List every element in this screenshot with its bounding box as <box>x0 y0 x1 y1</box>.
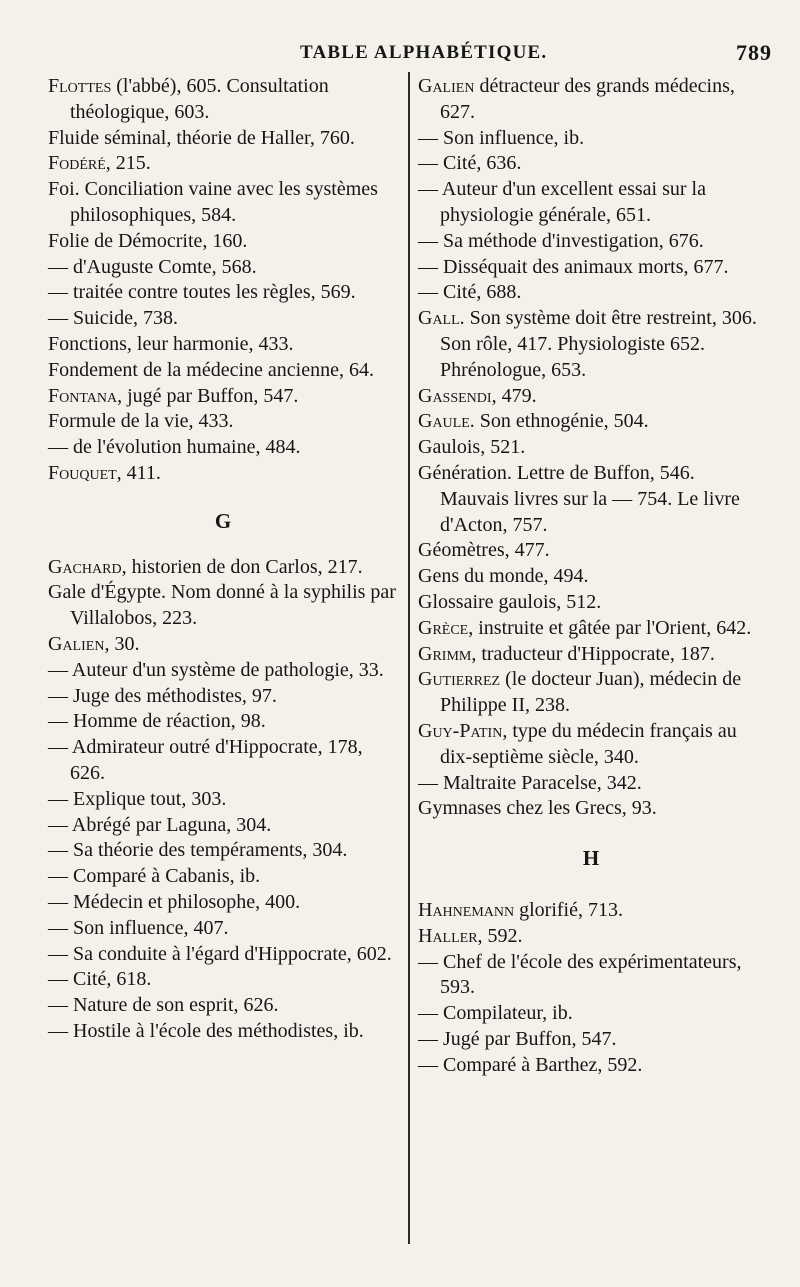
entry-text: — traitée contre toutes les règles, 569. <box>48 281 356 304</box>
entry-text: — Son influence, 407. <box>48 916 229 939</box>
entry-text: , 592. <box>477 924 523 947</box>
right-entries-h <box>418 898 764 1079</box>
entry-text: — Compilateur, ib. <box>418 1002 573 1025</box>
entry-headword: Flottes <box>48 75 112 97</box>
entry-text: — Comparé à Barthez, 592. <box>418 1053 643 1076</box>
entry-text: — Cité, 688. <box>418 281 522 304</box>
index-entry <box>418 642 764 668</box>
left-entries-g <box>48 555 398 1045</box>
entry-headword: Haller <box>418 924 478 947</box>
index-entry <box>48 306 398 332</box>
index-entry <box>418 924 764 950</box>
entry-text: , traducteur d'Hippocrate, 187. <box>471 642 715 665</box>
entry-text: — Son influence, ib. <box>418 126 585 149</box>
column-divider <box>408 72 410 1244</box>
index-entry <box>418 1001 764 1027</box>
entry-text: Glossaire gaulois, 512. <box>418 590 602 613</box>
index-entry <box>48 890 398 916</box>
index-entry <box>418 771 764 797</box>
left-entries-f <box>48 74 398 487</box>
page-title: TABLE ALPHABÉTIQUE. <box>300 42 548 63</box>
entry-text: — Suicide, 738. <box>48 307 178 330</box>
entry-text: Fluide séminal, théorie de Haller, 760. <box>48 126 355 149</box>
entry-text: Fondement de la médecine ancienne, 64. <box>48 358 374 381</box>
index-entry <box>418 461 764 538</box>
entry-text: — Explique tout, 303. <box>48 787 227 810</box>
index-entry <box>418 384 764 410</box>
index-entry <box>418 719 764 771</box>
section-letter-g: G <box>214 508 232 533</box>
index-entry <box>418 667 764 719</box>
index-entry <box>48 126 398 152</box>
index-entry <box>418 74 764 126</box>
entry-text: Gaulois, 521. <box>418 436 526 459</box>
index-entry <box>418 409 764 435</box>
entry-text: — Comparé à Cabanis, ib. <box>48 865 261 888</box>
index-entry <box>48 332 398 358</box>
index-entry <box>48 74 398 126</box>
entry-text: , 479. <box>491 384 537 407</box>
entry-headword: Guy-Patin <box>418 719 503 742</box>
index-entry <box>418 126 764 152</box>
right-column <box>418 74 764 1078</box>
index-entry <box>48 942 398 968</box>
entry-headword: Hahnemann <box>418 898 515 921</box>
index-entry <box>48 358 398 384</box>
index-entry <box>418 898 764 924</box>
entry-text: — Sa théorie des tempéraments, 304. <box>48 839 348 862</box>
index-entry <box>418 950 764 1002</box>
entry-text: (l'abbé), 605. Consultation théologique, 603. <box>70 75 329 123</box>
entry-text: — Disséquait des animaux morts, 677. <box>418 255 729 278</box>
entry-headword: Grèce <box>418 616 469 639</box>
index-entry <box>48 461 398 487</box>
index-entry <box>48 229 398 255</box>
index-entry <box>48 1019 398 1045</box>
entry-text: — Maltraite Paracelse, 342. <box>418 771 642 794</box>
entry-headword: Fontana <box>48 384 118 407</box>
index-entry <box>48 838 398 864</box>
index-entry <box>418 538 764 564</box>
entry-text: — Auteur d'un excellent essai sur la physiologie générale, 651. <box>418 178 706 226</box>
entry-text: glorifié, 713. <box>514 898 623 921</box>
entry-text: — d'Auguste Comte, 568. <box>48 255 257 278</box>
entry-text: Gens du monde, 494. <box>418 565 589 588</box>
index-entry <box>418 1027 764 1053</box>
entry-text: . Son ethnogénie, 504. <box>469 410 649 433</box>
index-entry <box>48 555 398 581</box>
entry-text: Génération. Lettre de Buffon, 546. Mauvais livres sur la — 754. Le livre d'Acton, 757. <box>418 461 740 536</box>
index-entry <box>418 616 764 642</box>
entry-text: Géomètres, 477. <box>418 539 550 562</box>
index-entry <box>418 590 764 616</box>
entry-text: — de l'évolution humaine, 484. <box>48 436 301 459</box>
right-entries-g <box>418 74 764 822</box>
entry-text: , instruite et gâtée par l'Orient, 642. <box>468 616 752 639</box>
index-entry <box>48 864 398 890</box>
index-entry <box>48 684 398 710</box>
index-entry <box>418 796 764 822</box>
entry-text: — Auteur d'un système de pathologie, 33. <box>48 658 384 681</box>
page-number: 789 <box>736 40 772 65</box>
index-entry <box>48 658 398 684</box>
entry-text: (le docteur Juan), médecin de Philippe II, 238. <box>440 668 742 717</box>
index-entry <box>48 787 398 813</box>
entry-text: — Cité, 618. <box>48 968 152 991</box>
index-entry <box>48 709 398 735</box>
index-entry <box>418 1053 764 1079</box>
index-entry <box>48 580 398 632</box>
index-entry <box>418 435 764 461</box>
entry-text: , jugé par Buffon, 547. <box>117 384 299 407</box>
index-entry <box>418 151 764 177</box>
entry-headword: Gassendi <box>418 384 492 407</box>
entry-text: , 215. <box>105 152 151 175</box>
entry-text: détracteur des grands médecins, 627. <box>440 75 735 123</box>
entry-text: — Jugé par Buffon, 547. <box>418 1027 617 1050</box>
entry-text: , 30. <box>104 632 140 655</box>
index-entry <box>48 177 398 229</box>
running-header <box>50 40 778 70</box>
entry-text: — Sa méthode d'investigation, 676. <box>418 229 704 252</box>
index-entry <box>418 177 764 229</box>
entry-text: — Cité, 636. <box>418 152 522 175</box>
index-entry <box>48 435 398 461</box>
entry-text: — Juge des méthodistes, 97. <box>48 684 277 707</box>
entry-text: Formule de la vie, 433. <box>48 410 234 433</box>
index-entry <box>418 229 764 255</box>
entry-text: — Chef de l'école des expérimentateurs, 593. <box>418 950 742 999</box>
index-entry <box>48 813 398 839</box>
entry-headword: Grimm <box>418 642 472 665</box>
entry-headword: Gachard <box>48 555 122 578</box>
entry-headword: Fodéré <box>48 152 106 175</box>
left-column <box>48 74 398 1045</box>
section-letter-h: H <box>582 846 600 871</box>
entry-text: — Abrégé par Laguna, 304. <box>48 813 272 836</box>
entry-text: — Homme de réaction, 98. <box>48 710 266 733</box>
index-entry <box>418 280 764 306</box>
index-entry <box>48 151 398 177</box>
entry-text: . Son système doit être restreint, 306. Son rôle, 417. Physiologiste 652. Phrénologue, 653. <box>440 307 757 381</box>
entry-headword: Gutierrez <box>418 668 501 691</box>
entry-text: — Admirateur outré d'Hippocrate, 178, 626. <box>48 736 363 784</box>
entry-headword: Galien <box>418 75 475 97</box>
index-entry <box>48 409 398 435</box>
entry-text: , 411. <box>116 461 161 484</box>
entry-text: , historien de don Carlos, 217. <box>121 555 363 578</box>
index-entry <box>418 306 764 383</box>
entry-text: — Nature de son esprit, 626. <box>48 994 279 1017</box>
index-entry <box>48 280 398 306</box>
entry-headword: Gaule <box>418 410 470 433</box>
entry-text: Gale d'Égypte. Nom donné à la syphilis par Villalobos, 223. <box>48 581 396 630</box>
entry-text: , type du médecin français au dix-septième siècle, 340. <box>440 719 737 768</box>
entry-text: Foi. Conciliation vaine avec les systèmes philosophiques, 584. <box>48 178 378 226</box>
entry-text: — Sa conduite à l'égard d'Hippocrate, 602. <box>48 942 392 965</box>
index-entry <box>48 632 398 658</box>
entry-text: Gymnases chez les Grecs, 93. <box>418 797 657 820</box>
entry-headword: Gall <box>418 307 460 330</box>
entry-headword: Fouquet <box>48 461 117 484</box>
entry-text: Folie de Démocrite, 160. <box>48 229 248 252</box>
entry-headword: Galien <box>48 632 105 655</box>
index-entry <box>48 735 398 787</box>
entry-text: Fonctions, leur harmonie, 433. <box>48 332 294 355</box>
index-entry <box>48 255 398 281</box>
index-entry <box>418 564 764 590</box>
entry-text: — Médecin et philosophe, 400. <box>48 890 301 913</box>
entry-text: — Hostile à l'école des méthodistes, ib. <box>48 1019 364 1042</box>
index-entry <box>48 967 398 993</box>
index-entry <box>48 916 398 942</box>
index-entry <box>418 255 764 281</box>
index-entry <box>48 384 398 410</box>
index-entry <box>48 993 398 1019</box>
